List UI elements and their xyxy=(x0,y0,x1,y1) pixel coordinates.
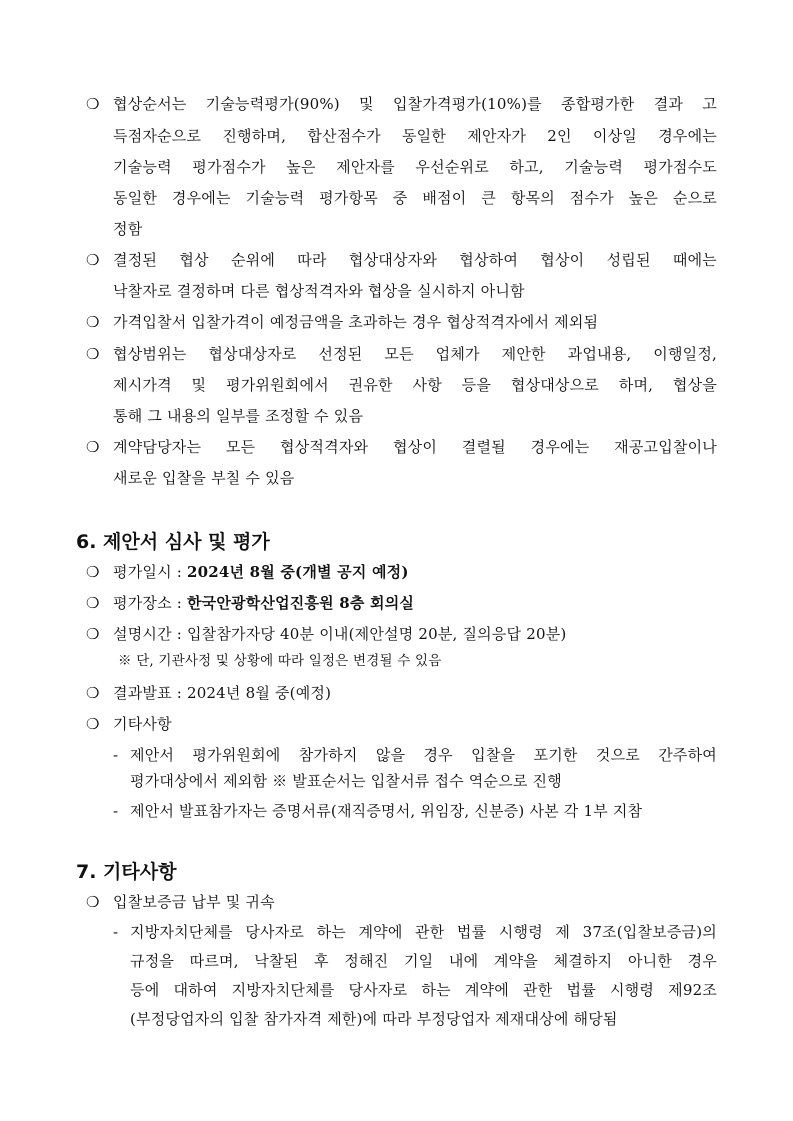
paragraph-line: 제시가격 및 평가위원회에서 권유한 사항 등을 협상대상으로 하며, 협상을 xyxy=(113,376,717,394)
eval-date-line xyxy=(113,562,409,582)
etc-item-line: 평가대상에서 제외함 ※ 발표순서는 입찰서류 접수 역순으로 진행 xyxy=(130,772,562,790)
paragraph-line: 정함 xyxy=(113,220,143,238)
bullet-icon: ❍ xyxy=(86,251,100,269)
section-7-heading: 7. 기타사항 xyxy=(76,861,177,883)
etc-label: 기타사항 xyxy=(113,715,172,733)
bullet-icon: ❍ xyxy=(86,625,100,643)
etc-item-line: 제안서 평가위원회에 참가하지 않을 경우 입찰을 포기한 것으로 간주하여 xyxy=(130,746,717,764)
paragraph-line: 계약담당자는 모든 협상적격자와 협상이 결렬될 경우에는 재공고입찰이나 xyxy=(113,438,717,456)
paragraph-line: 결정된 협상 순위에 따라 협상대상자와 협상하여 협상이 성립된 때에는 xyxy=(113,251,717,269)
bullet-icon: ❍ xyxy=(86,345,100,363)
bullet-icon: ❍ xyxy=(86,95,100,113)
bid-bond-line: 등에 대하여 지방자치단체를 당사자로 하는 계약에 관한 법률 시행령 제92조 xyxy=(130,981,717,999)
eval-place-line xyxy=(113,593,414,613)
schedule-note: ※ 단, 기관사정 및 상황에 따라 일정은 변경될 수 있음 xyxy=(118,653,442,669)
section-6-heading: 6. 제안서 심사 및 평가 xyxy=(76,531,270,553)
paragraph-line: 협상범위는 협상대상자로 선정된 모든 업체가 제안한 과업내용, 이행일정, xyxy=(113,345,717,363)
bid-bond-line: (부정당업자의 입찰 참가자격 제한)에 따라 부정당업자 제재대상에 해당됨 xyxy=(130,1010,618,1028)
result-line: 결과발표 : 2024년 8월 중(예정) xyxy=(113,684,332,702)
bullet-icon: ❍ xyxy=(86,594,100,612)
bid-bond-line: 지방자치단체를 당사자로 하는 계약에 관한 법률 시행령 제 37조(입찰보증금)의 xyxy=(130,923,717,941)
eval-place-value: 한국안광학산업진흥원 8층 회의실 xyxy=(186,594,415,612)
paragraph-line: 기술능력 평가점수가 높은 제안자를 우선순위로 하고, 기술능력 평가점수도 xyxy=(113,158,717,176)
dash-icon: - xyxy=(113,923,119,941)
dash-icon: - xyxy=(113,802,119,820)
bullet-icon: ❍ xyxy=(86,715,100,733)
bid-bond-line: 규정을 따르며, 낙찰된 후 정해진 기일 내에 계약을 체결하지 아니한 경우 xyxy=(130,952,717,970)
eval-date-value: 2024년 8월 중(개별 공지 예정) xyxy=(186,563,409,581)
paragraph-line: 협상순서는 기술능력평가(90%) 및 입찰가격평가(10%)를 종합평가한 결과 고 xyxy=(113,95,717,113)
paragraph-line: 새로운 입찰을 부칠 수 있음 xyxy=(113,469,295,487)
etc-item-line: 제안서 발표참가자는 증명서류(재직증명서, 위임장, 신분증) 사본 각 1부 지참 xyxy=(130,802,643,820)
paragraph-line: 통해 그 내용의 일부를 조정할 수 있음 xyxy=(113,407,364,425)
paragraph-line: 가격입찰서 입찰가격이 예정금액을 초과하는 경우 협상적격자에서 제외됨 xyxy=(113,313,599,331)
bullet-icon: ❍ xyxy=(86,313,100,331)
presentation-time-line: 설명시간 : 입찰참가자당 40분 이내(제안설명 20분, 질의응답 20분) xyxy=(113,625,567,643)
bullet-icon: ❍ xyxy=(86,684,100,702)
eval-date-label: 평가일시 : xyxy=(113,563,187,581)
eval-place-label: 평가장소 : xyxy=(113,594,187,612)
paragraph-line: 득점자순으로 진행하며, 합산점수가 동일한 제안자가 2인 이상일 경우에는 xyxy=(113,127,717,145)
dash-icon: - xyxy=(113,746,119,764)
bullet-icon: ❍ xyxy=(86,563,100,581)
bid-bond-label: 입찰보증금 납부 및 귀속 xyxy=(113,893,275,911)
bullet-icon: ❍ xyxy=(86,438,100,456)
paragraph-line: 낙찰자로 결정하며 다른 협상적격자와 협상을 실시하지 아니함 xyxy=(113,282,525,300)
bullet-icon: ❍ xyxy=(86,893,100,911)
paragraph-line: 동일한 경우에는 기술능력 평가항목 중 배점이 큰 항목의 점수가 높은 순으로 xyxy=(113,189,717,207)
